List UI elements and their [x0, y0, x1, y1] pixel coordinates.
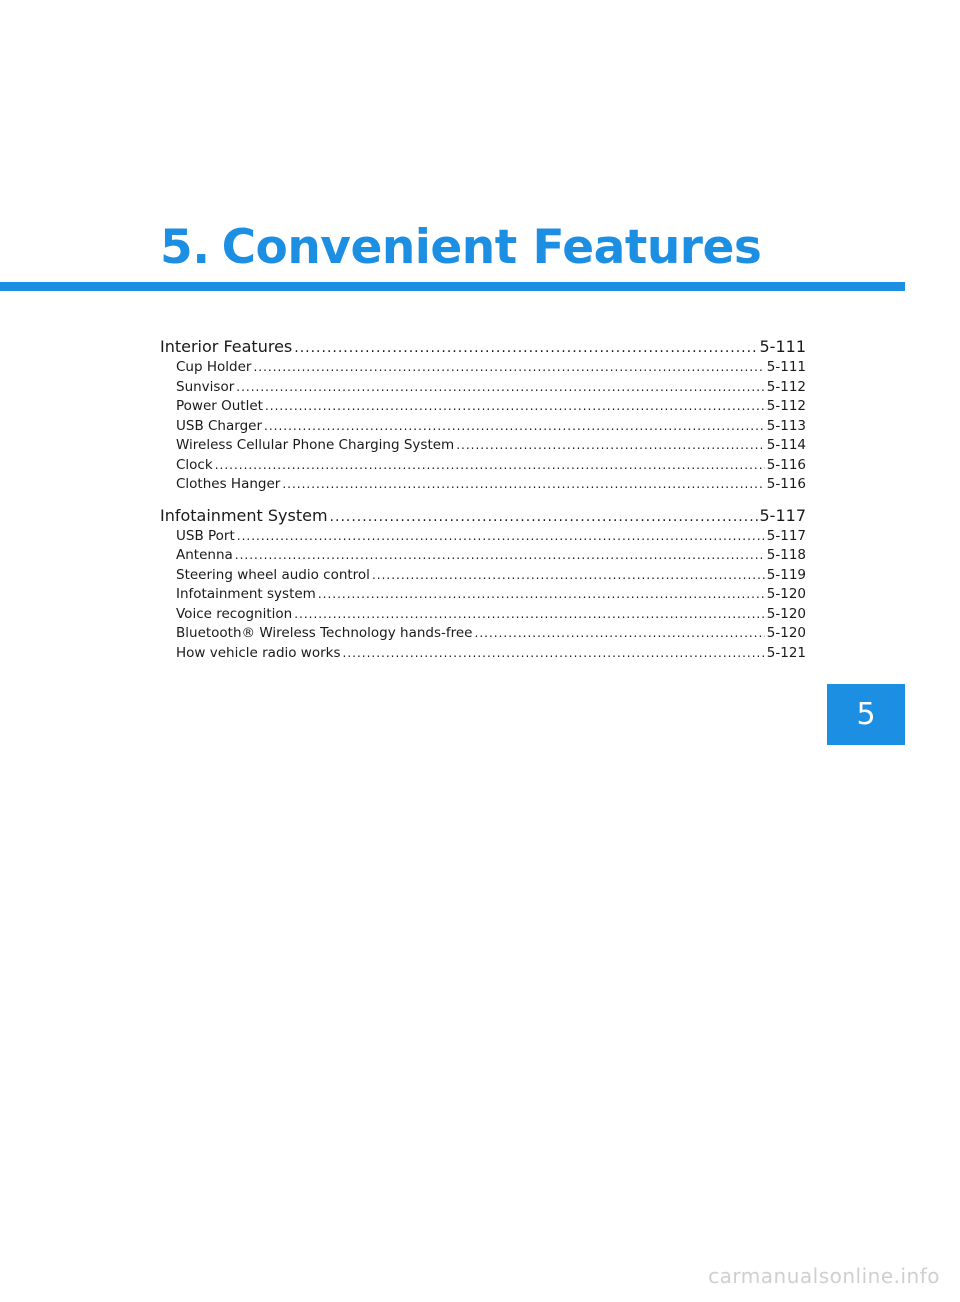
toc-item-page: 5-112 [766, 378, 806, 395]
toc-leader [265, 397, 765, 417]
chapter-title-rule [0, 282, 905, 291]
toc-item-antenna[interactable] [160, 546, 806, 566]
toc-section-label: Infotainment System [160, 505, 328, 525]
toc-item-label: USB Port [176, 527, 235, 544]
toc-item-steering-wheel-audio[interactable] [160, 566, 806, 586]
watermark: carmanualsonline.info [708, 1264, 940, 1288]
toc-section-infotainment-system[interactable] [160, 505, 806, 527]
toc-item-page: 5-120 [766, 605, 806, 622]
toc-item-page: 5-119 [766, 566, 806, 583]
toc-item-clothes-hanger[interactable] [160, 475, 806, 495]
toc-item-sunvisor[interactable] [160, 378, 806, 398]
toc-item-bluetooth-hands-free[interactable] [160, 624, 806, 644]
toc-item-label: Power Outlet [176, 398, 263, 414]
toc-item-page: 5-116 [766, 476, 806, 492]
toc-section-interior-features[interactable] [160, 336, 806, 358]
toc-item-wireless-charging[interactable] [160, 436, 806, 456]
toc-item-radio-works[interactable] [160, 644, 806, 664]
toc-item-page: 5-111 [766, 359, 806, 375]
chapter-title [160, 218, 761, 278]
toc-item-label: Cup Holder [176, 359, 252, 375]
toc-item-voice-recognition[interactable] [160, 605, 806, 625]
toc-section-label: Interior Features [160, 337, 293, 356]
toc-leader [343, 644, 765, 664]
toc-item-label: How vehicle radio works [176, 644, 341, 661]
chapter-tab[interactable] [827, 684, 905, 745]
toc-item-label: Sunvisor [176, 378, 235, 395]
toc-item-label: Voice recognition [176, 605, 293, 622]
toc-leader [236, 378, 765, 398]
toc-item-page: 5-116 [766, 456, 806, 473]
toc-item-label: Bluetooth® Wireless Technology hands-free [176, 625, 473, 641]
toc-leader [253, 358, 764, 378]
toc-item-page: 5-121 [766, 644, 806, 661]
toc-item-label: Steering wheel audio control [176, 566, 370, 583]
toc-leader [475, 624, 765, 644]
toc-item-infotainment-system[interactable] [160, 585, 806, 605]
toc-leader [215, 456, 765, 476]
toc-item-label: Clothes Hanger [176, 476, 281, 492]
toc-item-page: 5-120 [766, 586, 806, 602]
toc-item-label: Wireless Cellular Phone Charging System [176, 437, 455, 453]
toc-leader [318, 585, 765, 605]
toc-item-label: Antenna [176, 547, 233, 563]
toc-leader [294, 336, 757, 359]
chapter-number: 5. [160, 220, 210, 275]
table-of-contents [160, 336, 806, 663]
toc-leader [294, 605, 765, 625]
toc-section-page: 5-117 [759, 505, 806, 525]
toc-item-page: 5-113 [766, 417, 806, 434]
toc-leader [330, 505, 758, 528]
toc-item-page: 5-118 [766, 547, 806, 563]
toc-item-label: Infotainment system [176, 586, 316, 602]
chapter-title-text: Convenient Features [221, 220, 762, 275]
toc-item-usb-charger[interactable] [160, 417, 806, 437]
toc-leader [264, 417, 765, 437]
toc-item-page: 5-117 [766, 527, 806, 544]
toc-item-power-outlet[interactable] [160, 397, 806, 417]
toc-leader [282, 475, 764, 495]
toc-section-page: 5-111 [759, 337, 806, 356]
toc-item-usb-port[interactable] [160, 527, 806, 547]
toc-item-page: 5-120 [766, 625, 806, 641]
toc-leader [237, 527, 765, 547]
toc-leader [235, 546, 765, 566]
toc-item-page: 5-112 [766, 398, 806, 414]
toc-leader [456, 436, 765, 456]
chapter-tab-number: 5 [856, 697, 876, 732]
toc-item-page: 5-114 [766, 437, 806, 453]
toc-item-clock[interactable] [160, 456, 806, 476]
toc-item-cup-holder[interactable] [160, 358, 806, 378]
toc-item-label: Clock [176, 456, 213, 473]
toc-leader [372, 566, 765, 586]
toc-item-label: USB Charger [176, 417, 262, 434]
